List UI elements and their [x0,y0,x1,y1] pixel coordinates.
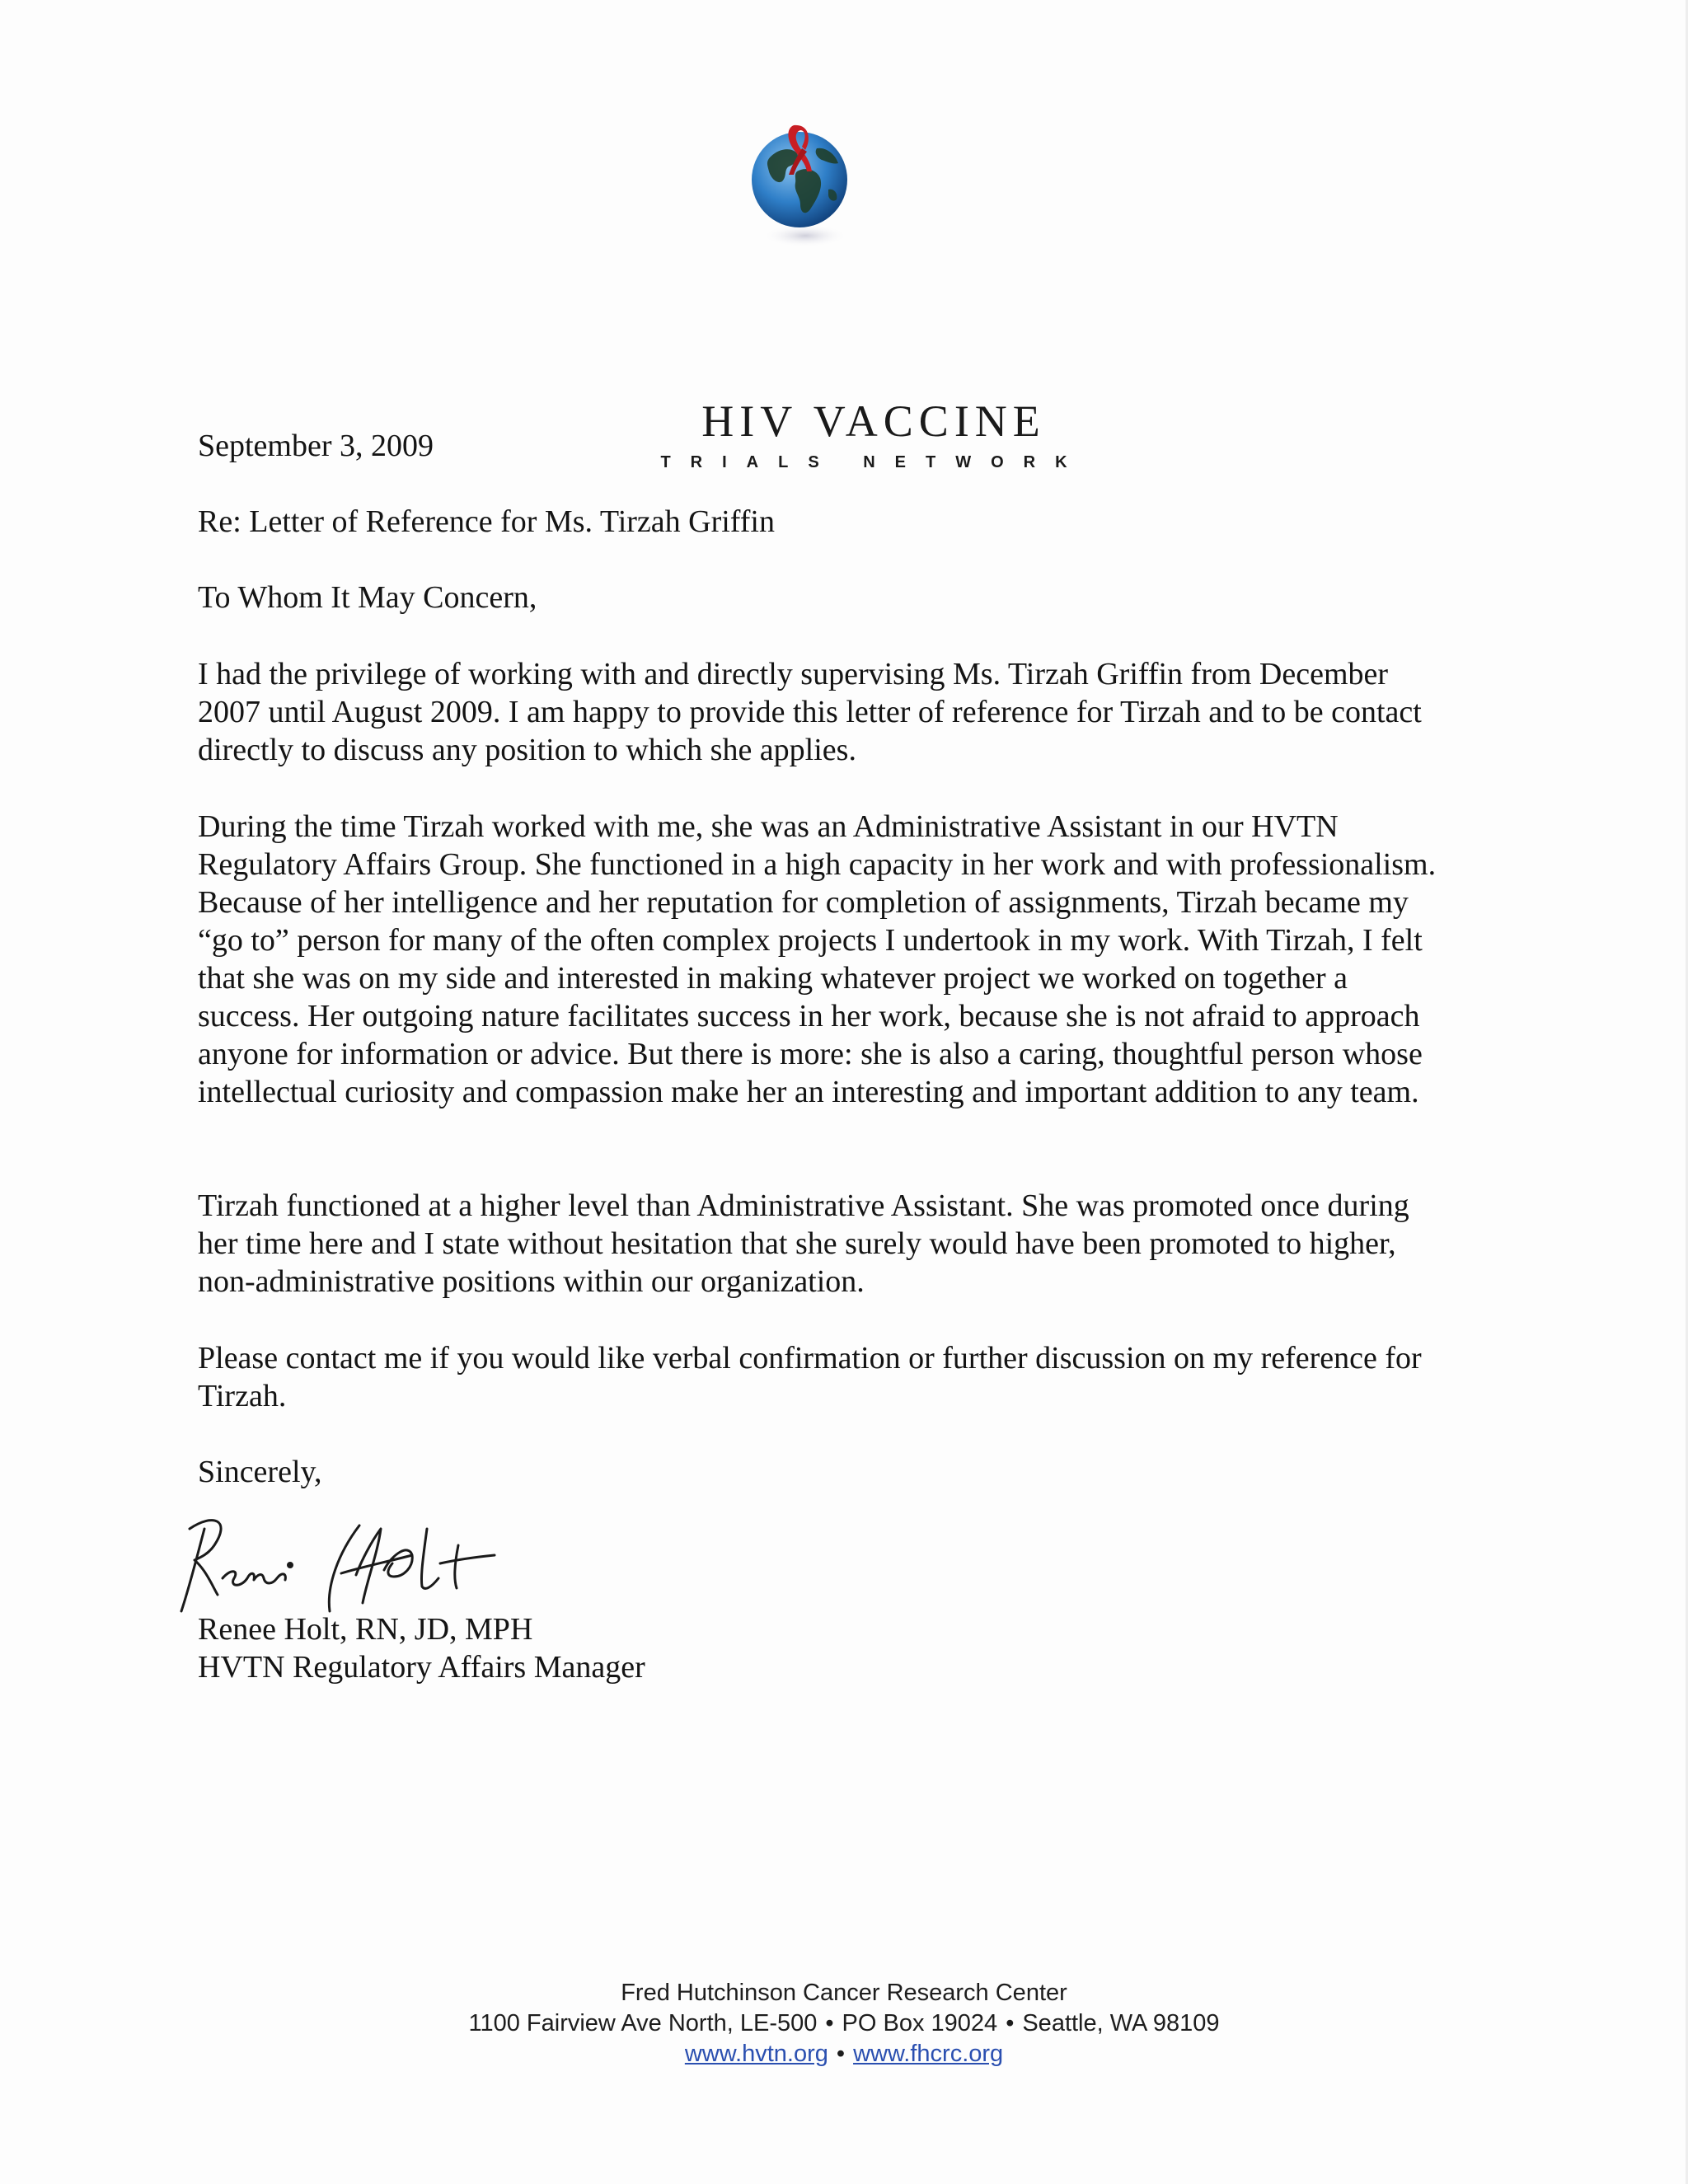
closing: Sincerely, [198,1455,322,1489]
footer-address [0,2008,1688,2039]
paragraph-4: Please contact me if you would like verbal confirmation or further discussion on my reference for Tirzah. [198,1341,1422,1413]
footer-bullet: • [836,2041,846,2067]
signer-title: HVTN Regulatory Affairs Manager [198,1650,645,1685]
paragraph-3: Tirzah functioned at a higher level than Administrative Assistant. She was promoted once during her time here and I state without hesitation that she surely would have been promoted to higher, non-administrative positions within our organization. [198,1188,1409,1299]
letter-date: September 3, 2009 [198,429,434,463]
footer-city: Seattle, WA 98109 [1022,2010,1220,2036]
footer [0,1978,1688,2069]
signer-name: Renee Holt, RN, JD, MPH [198,1612,533,1647]
paragraph-2: During the time Tirzah worked with me, she was an Administrative Assistant in our HVTN Regulatory Affairs Group. She functioned in a high capacity in her work and with professionalism. Because of her intelligence and her reputation for completion of assignments, Tirzah became my “go to” person for many of the often complex projects I undertook in my work. With Tirzah, I felt that she was on my side and interested in making whatever project we worked on together a success. Her outgoing nature facilitates success in her work, because she is not afraid to approach anyone for information or advice. But there is more: she is also a caring, thoughtful person whose intellectual curiosity and compassion make her an interesting and important addition to any team. [198,809,1437,1109]
org-name: HIV VACCINE [701,396,1046,446]
footer-bullet: • [825,2010,834,2036]
org-subtitle: TRIALS NETWORK [660,453,1087,471]
globe-red-ribbon-icon [746,124,853,264]
footer-institution: Fred Hutchinson Cancer Research Center [621,1980,1067,2006]
footer-po-box: PO Box 19024 [842,2010,998,2036]
re-line: Re: Letter of Reference for Ms. Tirzah Griffin [198,504,775,539]
footer-street: 1100 Fairview Ave North, LE-500 [468,2010,818,2036]
footer-bullet: • [1006,2010,1015,2036]
footer-links [0,2039,1688,2069]
salutation: To Whom It May Concern, [198,580,537,615]
link-hvtn[interactable]: www.hvtn.org [684,2041,828,2067]
paragraph-1: I had the privilege of working with and directly supervising Ms. Tirzah Griffin from December 2007 until August 2009. I am happy to provide this letter of reference for Tirzah and to be contact directly to discuss any position to which she applies. [198,657,1422,767]
link-fhcrc[interactable]: www.fhcrc.org [853,2041,1004,2067]
handwritten-signature [165,1496,528,1619]
